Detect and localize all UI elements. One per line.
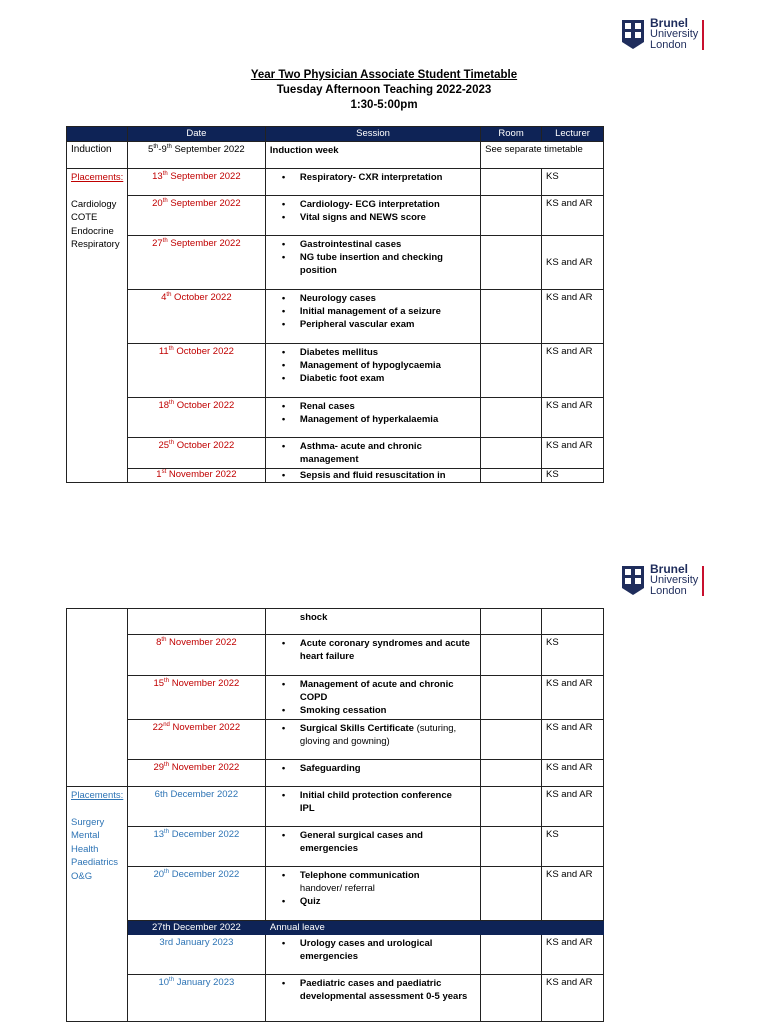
date-cell: 4th October 2022 xyxy=(127,290,265,344)
lecturer-cell xyxy=(542,609,604,635)
placements-cell xyxy=(67,787,128,1022)
table-row xyxy=(67,635,604,676)
room-cell xyxy=(481,290,542,344)
date-cell xyxy=(127,609,265,635)
annual-leave-label: Annual leave xyxy=(265,921,603,935)
header-room: Room xyxy=(481,127,542,142)
header-date: Date xyxy=(127,127,265,142)
room-cell xyxy=(481,169,542,196)
brunel-logo xyxy=(620,18,706,52)
lecturer-cell: KS and AR xyxy=(542,196,604,236)
date-cell: 15th November 2022 xyxy=(127,676,265,720)
session-cell: • Telephone communication handover/ referral • Quiz xyxy=(265,867,480,921)
table-row xyxy=(67,975,604,1022)
session-cell: • Sepsis and fluid resuscitation in xyxy=(265,469,480,483)
logo-line-2: University xyxy=(650,574,699,586)
date-cell: 11th October 2022 xyxy=(127,344,265,398)
session-cell: Induction week xyxy=(265,142,480,169)
date-cell: 27th September 2022 xyxy=(127,236,265,290)
placement-item: Paediatrics xyxy=(71,857,118,868)
session-cell: • General surgical cases and emergencies xyxy=(265,827,480,867)
annual-leave-row xyxy=(67,921,604,935)
room-cell xyxy=(481,867,542,921)
room-cell xyxy=(481,236,542,290)
table-row xyxy=(67,760,604,787)
lecturer-cell: KS and AR xyxy=(542,398,604,438)
lecturer-cell: KS xyxy=(542,635,604,676)
session-cell: • Cardiology- ECG interpretation • Vital signs and NEWS score xyxy=(265,196,480,236)
date-cell: 10th January 2023 xyxy=(127,975,265,1022)
room-cell xyxy=(481,676,542,720)
session-cell: • Neurology cases • Initial management of a seizure • Peripheral vascular exam xyxy=(265,290,480,344)
date-cell: 1st November 2022 xyxy=(127,469,265,483)
title-line-3: 1:30-5:00pm xyxy=(350,99,418,111)
session-cell: • Safeguarding xyxy=(265,760,480,787)
page-1 xyxy=(0,0,768,500)
timetable-page-1 xyxy=(66,126,604,483)
date-cell: 18th October 2022 xyxy=(127,398,265,438)
placement-item: Mental xyxy=(71,830,100,841)
table-row xyxy=(67,236,604,290)
room-cell xyxy=(481,196,542,236)
placement-item: Cardiology xyxy=(71,198,117,210)
date-cell: 22nd November 2022 xyxy=(127,720,265,760)
session-cell: • Initial child protection conference IPL xyxy=(265,787,480,827)
room-cell xyxy=(481,635,542,676)
logo-line-1: Brunel xyxy=(650,562,689,576)
header-row xyxy=(67,127,604,142)
crest-icon xyxy=(620,18,646,50)
lecturer-cell: KS and AR xyxy=(542,935,604,975)
table-row xyxy=(67,720,604,760)
timetable-page-2 xyxy=(66,608,604,1022)
table-row xyxy=(67,676,604,720)
room-cell xyxy=(481,935,542,975)
session-cell: • Paediatric cases and paediatric developmental assessment 0-5 years xyxy=(265,975,480,1022)
logo-line-3: London xyxy=(650,585,687,597)
table-row xyxy=(67,438,604,469)
lecturer-cell: KS and AR xyxy=(542,760,604,787)
session-cell: • Urology cases and urological emergencies xyxy=(265,935,480,975)
session-cell: • Diabetes mellitus • Management of hypoglycaemia • Diabetic foot exam xyxy=(265,344,480,398)
title-line-2: Tuesday Afternoon Teaching 2022-2023 xyxy=(276,84,492,96)
blank-cell xyxy=(67,609,128,787)
date-cell: 29th November 2022 xyxy=(127,760,265,787)
header-blank xyxy=(67,127,128,142)
room-cell xyxy=(481,609,542,635)
room-cell xyxy=(481,344,542,398)
placement-item: Surgery xyxy=(71,816,105,828)
placement-item: COTE xyxy=(71,212,98,223)
page-2 xyxy=(0,555,768,1024)
date-cell: 20th December 2022 xyxy=(127,867,265,921)
session-cell: • Management of acute and chronic COPD • Smoking cessation xyxy=(265,676,480,720)
date-cell: 13th December 2022 xyxy=(127,827,265,867)
table-row xyxy=(67,398,604,438)
date-cell: 3rd January 2023 xyxy=(127,935,265,975)
logo-divider xyxy=(702,566,704,596)
session-cell: • Surgical Skills Certificate (suturing, gloving and gowning) xyxy=(265,720,480,760)
table-row xyxy=(67,196,604,236)
session-cell: • Respiratory- CXR interpretation xyxy=(265,169,480,196)
lecturer-cell: KS xyxy=(542,169,604,196)
placement-item: Endocrine xyxy=(71,225,114,237)
table-row xyxy=(67,787,604,827)
room-cell xyxy=(481,438,542,469)
logo-line-3: London xyxy=(650,39,687,51)
placements-heading: Placements: xyxy=(71,790,124,801)
table-row xyxy=(67,867,604,921)
title-line-1: Year Two Physician Associate Student Timetable xyxy=(250,69,518,81)
room-cell xyxy=(481,827,542,867)
room-cell xyxy=(481,720,542,760)
date-cell: 8th November 2022 xyxy=(127,635,265,676)
table-row xyxy=(67,827,604,867)
crest-icon xyxy=(620,564,646,596)
logo-line-1: Brunel xyxy=(650,16,689,30)
table-row-induction xyxy=(67,142,604,169)
lecturer-cell: KS and AR xyxy=(542,676,604,720)
placement-item: Health xyxy=(71,843,99,855)
table-row xyxy=(67,469,604,483)
lecturer-cell: KS and AR xyxy=(542,787,604,827)
brunel-logo xyxy=(620,564,706,598)
session-cell: shock xyxy=(265,609,480,635)
lecturer-cell: KS xyxy=(542,827,604,867)
lecturer-cell: KS and AR xyxy=(542,720,604,760)
logo-line-2: University xyxy=(650,28,699,40)
date-cell: 27th December 2022 xyxy=(127,921,265,935)
date-cell: 5th-9th September 2022 xyxy=(127,142,265,169)
lecturer-cell: KS and AR xyxy=(542,438,604,469)
lecturer-cell: KS and AR xyxy=(542,867,604,921)
date-cell: 25th October 2022 xyxy=(127,438,265,469)
lecturer-cell: KS and AR xyxy=(542,975,604,1022)
placements-cell xyxy=(67,169,128,483)
table-row-continued xyxy=(67,609,604,635)
header-lecturer: Lecturer xyxy=(542,127,604,142)
lecturer-cell: KS xyxy=(542,469,604,483)
room-cell xyxy=(481,787,542,827)
date-cell: 13th September 2022 xyxy=(127,169,265,196)
date-cell: 20th September 2022 xyxy=(127,196,265,236)
lecturer-cell: KS and AR xyxy=(542,290,604,344)
table-row xyxy=(67,344,604,398)
session-cell: • Renal cases • Management of hyperkalaemia xyxy=(265,398,480,438)
room-cell xyxy=(481,469,542,483)
room-cell xyxy=(481,975,542,1022)
header-session: Session xyxy=(265,127,480,142)
logo-divider xyxy=(702,20,704,50)
room-cell xyxy=(481,398,542,438)
placement-item: Respiratory xyxy=(71,239,120,250)
table-row xyxy=(67,290,604,344)
table-row xyxy=(67,935,604,975)
placement-item: O&G xyxy=(71,870,93,882)
date-cell: 6th December 2022 xyxy=(127,787,265,827)
table-row xyxy=(67,169,604,196)
lecturer-cell: KS and AR xyxy=(542,344,604,398)
room-cell: See separate timetable xyxy=(481,142,604,169)
session-cell: • Acute coronary syndromes and acute heart failure xyxy=(265,635,480,676)
placements-heading: Placements: xyxy=(71,172,124,183)
induction-label: Induction xyxy=(67,142,128,169)
room-cell xyxy=(481,760,542,787)
document-title xyxy=(0,68,768,113)
lecturer-cell: KS and AR xyxy=(542,236,604,290)
session-cell: • Gastrointestinal cases • NG tube insertion and checking position xyxy=(265,236,480,290)
session-cell: • Asthma- acute and chronic management xyxy=(265,438,480,469)
